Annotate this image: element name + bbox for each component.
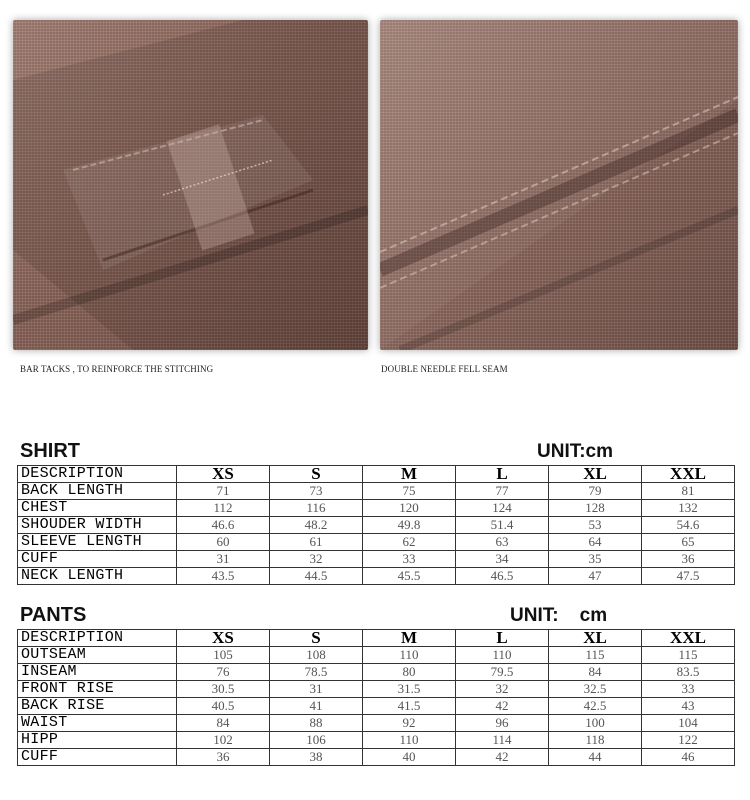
table-row	[18, 681, 735, 698]
table-row	[18, 715, 735, 732]
table-row	[18, 647, 735, 664]
cell-value: 35	[549, 551, 642, 568]
cell-value: 54.6	[642, 517, 735, 534]
cell-value: 46.6	[177, 517, 270, 534]
cell-value: 75	[363, 483, 456, 500]
table-header-row	[18, 630, 735, 647]
row-label: CUFF	[18, 551, 177, 568]
row-label: NECK LENGTH	[18, 568, 177, 585]
cell-value: 88	[270, 715, 363, 732]
header-size: S	[270, 630, 363, 647]
cell-value: 31.5	[363, 681, 456, 698]
cell-value: 106	[270, 732, 363, 749]
bar-tack-photo	[13, 20, 368, 350]
cell-value: 105	[177, 647, 270, 664]
table-row	[18, 732, 735, 749]
cell-value: 77	[456, 483, 549, 500]
header-size: XL	[549, 466, 642, 483]
cell-value: 122	[642, 732, 735, 749]
cell-value: 49.8	[363, 517, 456, 534]
cell-value: 104	[642, 715, 735, 732]
header-size: L	[456, 630, 549, 647]
cell-value: 96	[456, 715, 549, 732]
cell-value: 47	[549, 568, 642, 585]
cell-value: 31	[177, 551, 270, 568]
cell-value: 79.5	[456, 664, 549, 681]
header-size: XXL	[642, 630, 735, 647]
cell-value: 73	[270, 483, 363, 500]
cell-value: 112	[177, 500, 270, 517]
cell-value: 40.5	[177, 698, 270, 715]
cell-value: 62	[363, 534, 456, 551]
cell-value: 128	[549, 500, 642, 517]
cell-value: 61	[270, 534, 363, 551]
cell-value: 42.5	[549, 698, 642, 715]
shirt-title: SHIRT	[20, 440, 80, 462]
cell-value: 32.5	[549, 681, 642, 698]
row-label: CHEST	[18, 500, 177, 517]
cell-value: 33	[642, 681, 735, 698]
table-row	[18, 664, 735, 681]
cell-value: 100	[549, 715, 642, 732]
header-size: L	[456, 466, 549, 483]
row-label: FRONT RISE	[18, 681, 177, 698]
cell-value: 71	[177, 483, 270, 500]
row-label: CUFF	[18, 749, 177, 766]
pants-size-table	[17, 629, 735, 766]
cell-value: 43.5	[177, 568, 270, 585]
bar-tack-caption: BAR TACKS , TO REINFORCE THE STITCHING	[20, 364, 214, 374]
row-label: INSEAM	[18, 664, 177, 681]
cell-value: 118	[549, 732, 642, 749]
cell-value: 79	[549, 483, 642, 500]
table-row	[18, 517, 735, 534]
cell-value: 31	[270, 681, 363, 698]
header-size: M	[363, 466, 456, 483]
cell-value: 120	[363, 500, 456, 517]
table-row	[18, 483, 735, 500]
cell-value: 45.5	[363, 568, 456, 585]
cell-value: 132	[642, 500, 735, 517]
cell-value: 32	[456, 681, 549, 698]
cell-value: 83.5	[642, 664, 735, 681]
cell-value: 46	[642, 749, 735, 766]
cell-value: 81	[642, 483, 735, 500]
header-size: XL	[549, 630, 642, 647]
cell-value: 51.4	[456, 517, 549, 534]
header-size: S	[270, 466, 363, 483]
pants-unit: UNIT: cm	[510, 605, 608, 626]
cell-value: 30.5	[177, 681, 270, 698]
row-label: WAIST	[18, 715, 177, 732]
cell-value: 76	[177, 664, 270, 681]
cell-value: 63	[456, 534, 549, 551]
cell-value: 110	[456, 647, 549, 664]
cell-value: 44	[549, 749, 642, 766]
cell-value: 110	[363, 732, 456, 749]
row-label: BACK LENGTH	[18, 483, 177, 500]
cell-value: 40	[363, 749, 456, 766]
cell-value: 78.5	[270, 664, 363, 681]
header-size: XS	[177, 630, 270, 647]
cell-value: 53	[549, 517, 642, 534]
cell-value: 41.5	[363, 698, 456, 715]
cell-value: 47.5	[642, 568, 735, 585]
cell-value: 48.2	[270, 517, 363, 534]
table-row	[18, 534, 735, 551]
header-description: DESCRIPTION	[18, 630, 177, 647]
cell-value: 115	[642, 647, 735, 664]
cell-value: 41	[270, 698, 363, 715]
cell-value: 44.5	[270, 568, 363, 585]
shirt-unit: UNIT:cm	[537, 441, 614, 462]
row-label: SHOUDER WIDTH	[18, 517, 177, 534]
cell-value: 36	[642, 551, 735, 568]
cell-value: 32	[270, 551, 363, 568]
bar-tack-illustration	[13, 20, 368, 350]
cell-value: 102	[177, 732, 270, 749]
cell-value: 84	[177, 715, 270, 732]
cell-value: 43	[642, 698, 735, 715]
table-row	[18, 698, 735, 715]
cell-value: 42	[456, 749, 549, 766]
cell-value: 124	[456, 500, 549, 517]
cell-value: 110	[363, 647, 456, 664]
cell-value: 80	[363, 664, 456, 681]
row-label: OUTSEAM	[18, 647, 177, 664]
cell-value: 34	[456, 551, 549, 568]
cell-value: 46.5	[456, 568, 549, 585]
pants-title: PANTS	[20, 604, 87, 626]
header-size: M	[363, 630, 456, 647]
fell-seam-caption: DOUBLE NEEDLE FELL SEAM	[381, 364, 508, 374]
table-row	[18, 568, 735, 585]
cell-value: 115	[549, 647, 642, 664]
fell-seam-photo	[380, 20, 738, 350]
row-label: BACK RISE	[18, 698, 177, 715]
cell-value: 60	[177, 534, 270, 551]
table-row	[18, 749, 735, 766]
cell-value: 84	[549, 664, 642, 681]
table-header-row	[18, 466, 735, 483]
cell-value: 33	[363, 551, 456, 568]
cell-value: 36	[177, 749, 270, 766]
header-size: XS	[177, 466, 270, 483]
table-row	[18, 551, 735, 568]
row-label: HIPP	[18, 732, 177, 749]
header-description: DESCRIPTION	[18, 466, 177, 483]
fell-seam-illustration	[380, 20, 738, 350]
cell-value: 42	[456, 698, 549, 715]
header-size: XXL	[642, 466, 735, 483]
row-label: SLEEVE LENGTH	[18, 534, 177, 551]
cell-value: 108	[270, 647, 363, 664]
cell-value: 116	[270, 500, 363, 517]
cell-value: 114	[456, 732, 549, 749]
shirt-size-table	[17, 465, 735, 585]
cell-value: 38	[270, 749, 363, 766]
cell-value: 65	[642, 534, 735, 551]
table-row	[18, 500, 735, 517]
cell-value: 64	[549, 534, 642, 551]
cell-value: 92	[363, 715, 456, 732]
